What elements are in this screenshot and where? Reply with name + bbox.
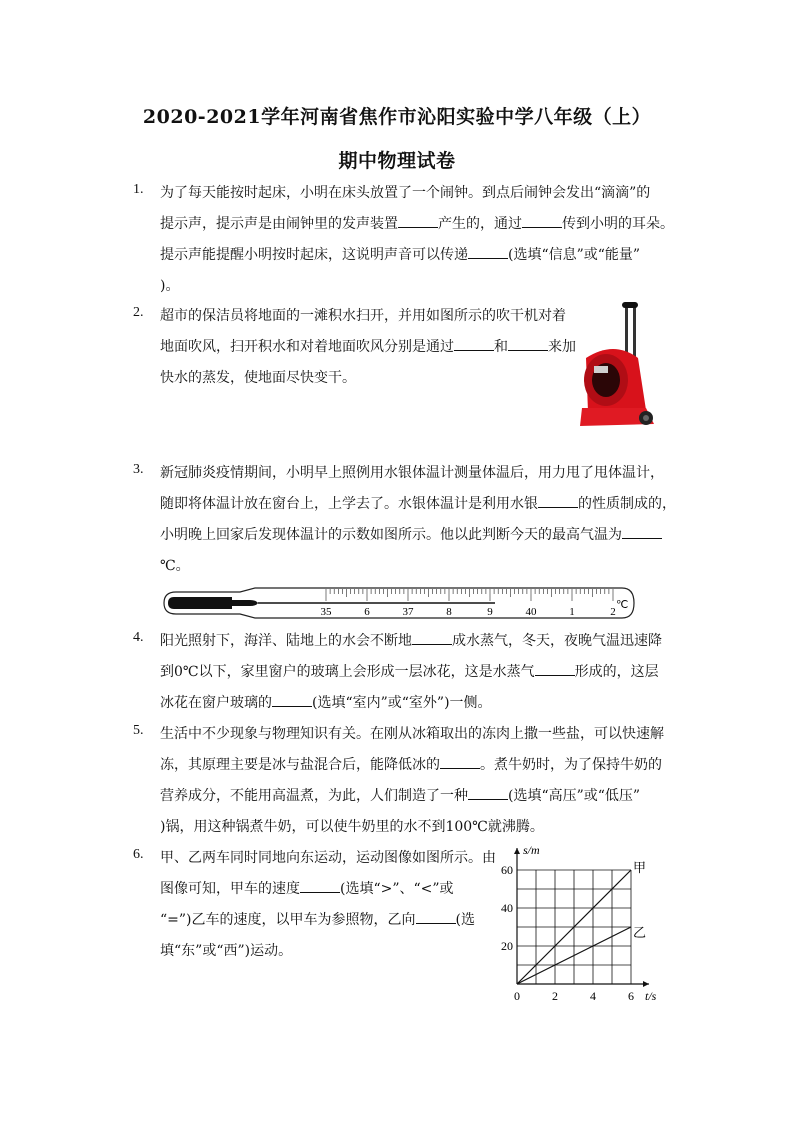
question-number: 1.	[133, 182, 144, 197]
thermometer-label: 40	[525, 606, 537, 618]
question-text: 地面吹风，扫开积水和对着地面吹风分别是通过	[160, 339, 454, 355]
question-text: 快水的蒸发，使地面尽快变干。	[160, 370, 356, 386]
x-tick-label: 0	[514, 989, 520, 1003]
question-text: (选填“室内”或“室外”)一侧。	[312, 695, 492, 711]
question-text-line	[160, 363, 356, 393]
thermometer-label: 6	[364, 606, 370, 618]
question-text: (选填“信息”或“能量”	[508, 247, 641, 263]
answer-blank[interactable]	[535, 661, 575, 676]
question-text-line	[160, 936, 292, 966]
question-text: 产生的，通过	[438, 216, 522, 232]
question-text: 提示声，提示声是由闹钟里的发声装置	[160, 216, 398, 232]
question-text: 填“东”或“西”)运动。	[160, 943, 293, 959]
x-axis-label: t/s	[645, 989, 657, 1003]
answer-blank[interactable]	[398, 213, 438, 228]
answer-blank[interactable]	[454, 336, 494, 351]
question-text: 传到小明的耳朵。	[562, 216, 674, 232]
question-text-line	[160, 688, 492, 718]
y-axis-arrow	[514, 848, 520, 854]
thermometer-label: 35	[320, 606, 332, 618]
question-text: 随即将体温计放在窗台上，上学去了。水银体温计是利用水银	[160, 496, 538, 512]
y-tick-label: 20	[501, 939, 513, 953]
question-text: (选填“>”、“<”或	[340, 881, 454, 897]
question-number: 6.	[133, 847, 144, 862]
answer-blank[interactable]	[412, 630, 452, 645]
answer-blank[interactable]	[622, 524, 662, 539]
question-text-line	[160, 240, 640, 270]
question-text: 阳光照射下，海洋、陆地上的水会不断地	[160, 633, 412, 649]
question-text: 生活中不少现象与物理知识有关。在刚从冰箱取出的冻肉上撒一些盐，可以快速解	[160, 726, 664, 742]
question-text: 为了每天能按时起床，小明在床头放置了一个闹钟。到点后闹钟会发出“滴滴”的	[160, 185, 651, 201]
answer-blank[interactable]	[508, 336, 548, 351]
question-text-line	[160, 781, 640, 811]
question-text: 小明晚上回家后发现体温计的示数如图所示。他以此判断今天的最高气温为	[160, 527, 622, 543]
question-text: (选	[455, 912, 475, 928]
page-title-line2: 期中物理试卷	[338, 150, 456, 172]
question-number: 4.	[133, 630, 144, 645]
question-text-line	[160, 520, 662, 550]
blower-image	[574, 300, 666, 434]
question-text-line	[160, 178, 650, 208]
question-text: 营养成分，不能用高温煮，为此，人们制造了一种	[160, 788, 468, 804]
question-text: 冰花在窗户玻璃的	[160, 695, 272, 711]
question-text-line	[160, 657, 659, 687]
question-text-line	[160, 750, 662, 780]
question-number: 5.	[133, 723, 144, 738]
question-text-line	[160, 332, 576, 362]
question-text: 新冠肺炎疫情期间，小明早上照例用水银体温计测量体温后，用力甩了甩体温计，	[160, 465, 664, 481]
question-text: 形成的，这层	[574, 664, 659, 680]
question-text: )锅，用这种锅煮牛奶，可以使牛奶里的水不到100℃就沸腾。	[160, 819, 544, 835]
y-tick-label: 40	[501, 901, 513, 915]
question-text-line	[160, 843, 496, 873]
question-text: 甲、乙两车同时同地向东运动，运动图像如图所示。由	[160, 850, 496, 866]
y-axis-label: s/m	[523, 843, 540, 857]
thermometer-figure	[160, 586, 640, 620]
thermometer-label: 2	[610, 606, 616, 618]
question-number: 3.	[133, 462, 144, 477]
thermometer-unit: ℃	[616, 599, 629, 611]
series-label: 乙	[633, 925, 647, 940]
question-text-line	[160, 458, 664, 488]
answer-blank[interactable]	[522, 213, 562, 228]
question-text-line	[160, 626, 662, 656]
question-text-line	[160, 719, 664, 749]
question-text: ℃。	[160, 558, 190, 574]
question-text: 冻，其原理主要是冰与盐混合后，能降低冰的	[160, 757, 440, 773]
answer-blank[interactable]	[538, 493, 578, 508]
x-axis-arrow	[643, 981, 649, 987]
thermometer-label: 1	[569, 606, 575, 618]
question-text-line	[160, 301, 566, 331]
question-text: 的性质制成的，	[578, 496, 676, 512]
series-label: 甲	[633, 860, 647, 875]
question-text: 和	[494, 339, 508, 355]
question-number: 2.	[133, 305, 144, 320]
x-tick-label: 2	[552, 989, 558, 1003]
question-text-line	[160, 209, 674, 239]
question-text-line	[160, 489, 676, 519]
thermometer-label: 37	[402, 606, 414, 618]
question-text: 来加	[548, 339, 576, 355]
x-tick-label: 4	[590, 989, 596, 1003]
answer-blank[interactable]	[272, 692, 312, 707]
question-text: 提示声能提醒小明按时起床，这说明声音可以传递	[160, 247, 468, 263]
answer-blank[interactable]	[440, 754, 480, 769]
question-text-line	[160, 271, 179, 301]
answer-blank[interactable]	[416, 909, 456, 924]
y-tick-label: 60	[501, 863, 513, 877]
x-tick-label: 6	[628, 989, 634, 1003]
answer-blank[interactable]	[468, 785, 508, 800]
question-text: 到0℃以下，家里窗户的玻璃上会形成一层冰花，这是水蒸气	[160, 664, 535, 680]
question-text: 成水蒸气，冬天，夜晚气温迅速降	[452, 633, 662, 649]
thermometer-label: 9	[487, 606, 493, 618]
thermometer-label: 8	[446, 606, 452, 618]
question-text: 超市的保洁员将地面的一滩积水扫开，并用如图所示的吹干机对着	[160, 308, 566, 324]
question-text: (选填“高压”或“低压”	[508, 788, 641, 804]
answer-blank[interactable]	[300, 878, 340, 893]
motion-chart	[492, 840, 672, 1008]
question-text-line	[160, 874, 454, 904]
question-text: )。	[160, 278, 180, 294]
question-text: “=”)乙车的速度，以甲车为参照物，乙向	[160, 912, 416, 928]
question-text: 图像可知，甲车的速度	[160, 881, 300, 897]
answer-blank[interactable]	[468, 244, 508, 259]
question-text-line	[160, 905, 475, 935]
question-text-line	[160, 812, 544, 842]
question-text: 。煮牛奶时，为了保持牛奶的	[480, 757, 662, 773]
question-text-line	[160, 551, 190, 581]
page-title-line1: 2020-2021学年河南省焦作市沁阳实验中学八年级（上）	[142, 106, 652, 128]
